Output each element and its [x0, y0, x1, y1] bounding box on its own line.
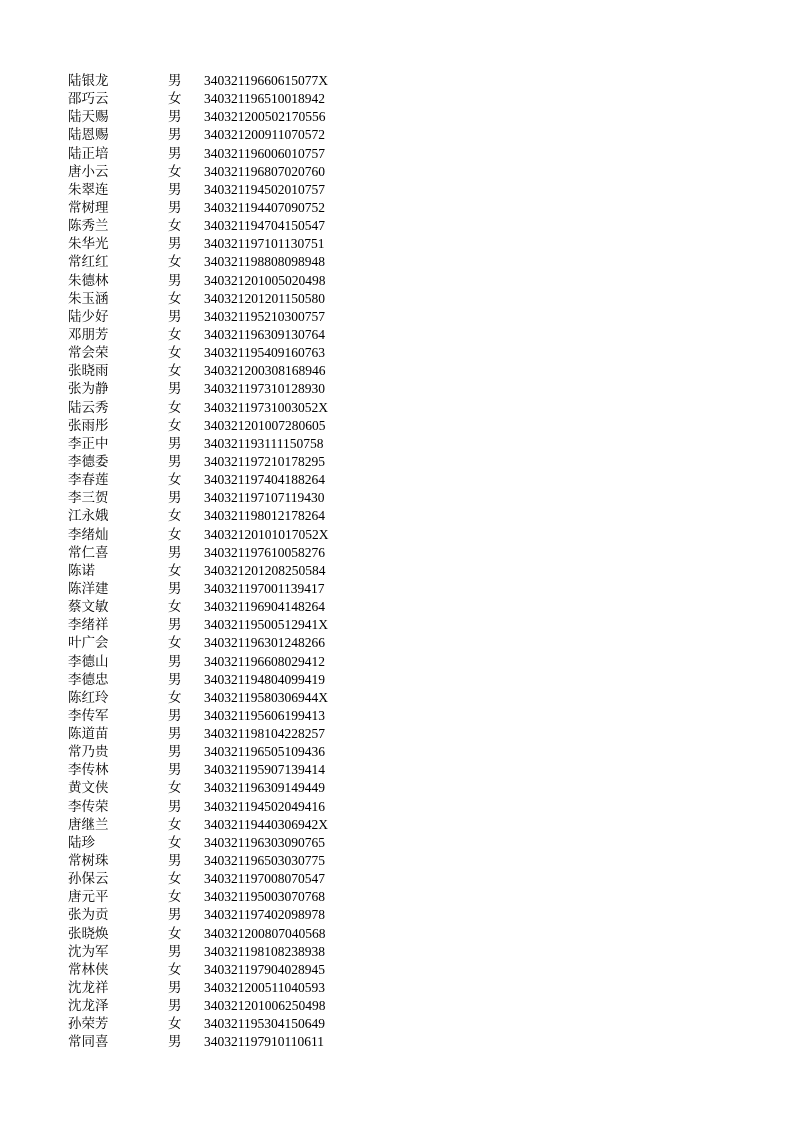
name-cell: 张为静 — [68, 381, 109, 398]
gender-cell: 女 — [168, 834, 182, 851]
id-number-cell: 340321195907139414 — [204, 762, 325, 778]
table-row — [68, 108, 398, 126]
name-cell: 江永娥 — [68, 508, 109, 525]
gender-cell: 女 — [168, 290, 182, 307]
name-cell: 陆珍 — [68, 834, 95, 851]
id-number-cell: 340321197107119430 — [204, 490, 325, 506]
gender-cell: 男 — [168, 1034, 182, 1051]
table-row — [68, 870, 398, 888]
gender-cell: 女 — [168, 599, 182, 616]
id-number-cell: 340321197101130751 — [204, 236, 325, 252]
name-cell: 李绪灿 — [68, 526, 109, 543]
table-row — [68, 634, 398, 652]
id-number-cell: 340321197310128930 — [204, 381, 325, 397]
table-row — [68, 888, 398, 906]
id-number-cell: 340321198108238938 — [204, 943, 325, 959]
gender-cell: 女 — [168, 780, 182, 797]
table-row — [68, 417, 398, 435]
name-cell: 李德忠 — [68, 671, 109, 688]
id-number-cell: 340321197404188264 — [204, 472, 325, 488]
table-row — [68, 344, 398, 362]
id-number-cell: 340321194704150547 — [204, 218, 325, 234]
name-cell: 李传军 — [68, 707, 109, 724]
gender-cell: 女 — [168, 399, 182, 416]
table-row — [68, 997, 398, 1015]
gender-cell: 男 — [168, 308, 182, 325]
id-number-cell: 340321200807040568 — [204, 925, 326, 941]
gender-cell: 男 — [168, 744, 182, 761]
table-row — [68, 616, 398, 634]
name-cell: 朱华光 — [68, 236, 109, 253]
name-cell: 常同喜 — [68, 1034, 109, 1051]
name-cell: 常林侠 — [68, 961, 109, 978]
table-row — [68, 399, 398, 417]
table-row — [68, 943, 398, 961]
gender-cell: 女 — [168, 508, 182, 525]
name-cell: 唐小云 — [68, 163, 109, 180]
name-cell: 叶广会 — [68, 635, 109, 652]
table-row — [68, 308, 398, 326]
id-number-cell: 34032119440306942X — [204, 816, 328, 832]
gender-cell: 男 — [168, 617, 182, 634]
name-cell: 沈龙泽 — [68, 998, 109, 1015]
table-row — [68, 925, 398, 943]
id-number-cell: 340321196503030775 — [204, 853, 325, 869]
gender-cell: 女 — [168, 562, 182, 579]
id-number-cell: 340321200911070572 — [204, 127, 325, 143]
table-row — [68, 580, 398, 598]
name-cell: 陆云秀 — [68, 399, 109, 416]
id-number-cell: 340321201006250498 — [204, 998, 326, 1014]
gender-cell: 男 — [168, 726, 182, 743]
table-row — [68, 961, 398, 979]
name-cell: 张为贡 — [68, 907, 109, 924]
id-number-cell: 340321201201150580 — [204, 290, 325, 306]
id-number-cell: 340321200502170556 — [204, 109, 326, 125]
name-cell: 孙保云 — [68, 871, 109, 888]
name-cell: 陆银龙 — [68, 73, 109, 89]
name-cell: 朱德林 — [68, 272, 109, 289]
gender-cell: 女 — [168, 163, 182, 180]
name-cell: 李德委 — [68, 453, 109, 470]
table-row — [68, 526, 398, 544]
id-number-cell: 34032119580306944X — [204, 689, 328, 705]
gender-cell: 男 — [168, 907, 182, 924]
id-number-cell: 340321197904028945 — [204, 961, 325, 977]
id-number-cell: 340321195606199413 — [204, 707, 325, 723]
gender-cell: 男 — [168, 653, 182, 670]
id-number-cell: 340321200511040593 — [204, 980, 325, 996]
table-row — [68, 1033, 398, 1051]
name-cell: 陈道苗 — [68, 726, 109, 743]
table-row — [68, 326, 398, 344]
name-cell: 黄文侠 — [68, 780, 109, 797]
gender-cell: 男 — [168, 272, 182, 289]
name-cell: 张晓焕 — [68, 925, 109, 942]
id-number-cell: 340321196608029412 — [204, 653, 325, 669]
id-number-cell: 340321197910110611 — [204, 1034, 324, 1050]
gender-cell: 女 — [168, 889, 182, 906]
gender-cell: 女 — [168, 254, 182, 271]
gender-cell: 男 — [168, 490, 182, 507]
id-number-cell: 340321195304150649 — [204, 1016, 325, 1032]
gender-cell: 男 — [168, 145, 182, 162]
table-row — [68, 380, 398, 398]
table-row — [68, 798, 398, 816]
gender-cell: 女 — [168, 417, 182, 434]
name-cell: 李传荣 — [68, 798, 109, 815]
name-cell: 朱翠连 — [68, 181, 109, 198]
id-number-cell: 340321196510018942 — [204, 91, 325, 107]
id-number-cell: 340321196006010757 — [204, 145, 325, 161]
gender-cell: 男 — [168, 943, 182, 960]
table-row — [68, 834, 398, 852]
table-row — [68, 598, 398, 616]
id-number-cell: 340321196301248266 — [204, 635, 325, 651]
id-number-cell: 340321194804099419 — [204, 671, 325, 687]
id-number-cell: 34032119660615077X — [204, 73, 328, 88]
gender-cell: 女 — [168, 816, 182, 833]
id-number-cell: 340321201208250584 — [204, 562, 326, 578]
table-row — [68, 272, 398, 290]
gender-cell: 女 — [168, 363, 182, 380]
table-row — [68, 453, 398, 471]
gender-cell: 男 — [168, 580, 182, 597]
id-number-cell: 340321194502049416 — [204, 798, 325, 814]
id-number-cell: 34032119731003052X — [204, 399, 328, 415]
gender-cell: 男 — [168, 798, 182, 815]
gender-cell: 女 — [168, 689, 182, 706]
id-number-cell: 340321201005020498 — [204, 272, 326, 288]
gender-cell: 男 — [168, 544, 182, 561]
gender-cell: 男 — [168, 127, 182, 144]
gender-cell: 男 — [168, 181, 182, 198]
table-row — [68, 761, 398, 779]
name-cell: 陈秀兰 — [68, 218, 109, 235]
name-cell: 蔡文敏 — [68, 599, 109, 616]
gender-cell: 男 — [168, 707, 182, 724]
table-row — [68, 507, 398, 525]
name-cell: 张晓雨 — [68, 363, 109, 380]
id-number-cell: 340321193111150758 — [204, 435, 324, 451]
name-cell: 李正中 — [68, 435, 109, 452]
name-cell: 邵巧云 — [68, 91, 109, 108]
gender-cell: 男 — [168, 109, 182, 126]
table-row — [68, 779, 398, 797]
name-cell: 沈龙祥 — [68, 980, 109, 997]
table-row — [68, 725, 398, 743]
gender-cell: 男 — [168, 236, 182, 253]
name-cell: 唐元平 — [68, 889, 109, 906]
table-row — [68, 145, 398, 163]
table-row — [68, 707, 398, 725]
gender-cell: 女 — [168, 925, 182, 942]
gender-cell: 男 — [168, 199, 182, 216]
name-cell: 李三贺 — [68, 490, 109, 507]
id-number-cell: 340321198012178264 — [204, 508, 325, 524]
id-number-cell: 340321198808098948 — [204, 254, 325, 270]
name-cell: 常会荣 — [68, 345, 109, 362]
table-row — [68, 235, 398, 253]
gender-cell: 男 — [168, 980, 182, 997]
name-cell: 李德山 — [68, 653, 109, 670]
id-number-cell: 340321196309149449 — [204, 780, 325, 796]
name-cell: 李春莲 — [68, 472, 109, 489]
name-cell: 陆恩赐 — [68, 127, 109, 144]
name-cell: 张雨彤 — [68, 417, 109, 434]
id-number-cell: 340321201007280605 — [204, 417, 326, 433]
gender-cell: 女 — [168, 345, 182, 362]
table-row — [68, 217, 398, 235]
table-row — [68, 671, 398, 689]
name-cell: 陆少好 — [68, 308, 109, 325]
table-row — [68, 653, 398, 671]
gender-cell: 女 — [168, 871, 182, 888]
name-cell: 陆正培 — [68, 145, 109, 162]
id-number-cell: 340321197210178295 — [204, 453, 325, 469]
id-number-cell: 340321196303090765 — [204, 834, 325, 850]
table-row — [68, 199, 398, 217]
gender-cell: 女 — [168, 472, 182, 489]
table-row — [68, 689, 398, 707]
table-row — [68, 253, 398, 271]
table-row — [68, 1015, 398, 1033]
gender-cell: 男 — [168, 998, 182, 1015]
table-row — [68, 362, 398, 380]
table-row — [68, 181, 398, 199]
table-row — [68, 290, 398, 308]
id-number-cell: 340321195409160763 — [204, 345, 325, 361]
name-cell: 唐继兰 — [68, 816, 109, 833]
table-row — [68, 743, 398, 761]
gender-cell: 女 — [168, 526, 182, 543]
name-cell: 陈洋建 — [68, 580, 109, 597]
id-number-cell: 340321196904148264 — [204, 599, 325, 615]
id-number-cell: 340321197001139417 — [204, 580, 325, 596]
table-row — [68, 979, 398, 997]
table-row — [68, 906, 398, 924]
gender-cell: 男 — [168, 73, 182, 89]
gender-cell: 女 — [168, 218, 182, 235]
id-number-cell: 340321196505109436 — [204, 744, 325, 760]
gender-cell: 男 — [168, 762, 182, 779]
table-row — [68, 126, 398, 144]
table-row — [68, 435, 398, 453]
gender-cell: 女 — [168, 961, 182, 978]
name-cell: 李传林 — [68, 762, 109, 779]
table-row — [68, 852, 398, 870]
name-cell: 孙荣芳 — [68, 1016, 109, 1033]
id-number-cell: 340321195210300757 — [204, 308, 325, 324]
gender-cell: 男 — [168, 671, 182, 688]
gender-cell: 女 — [168, 91, 182, 108]
table-row — [68, 489, 398, 507]
table-row — [68, 816, 398, 834]
name-cell: 陈红玲 — [68, 689, 109, 706]
gender-cell: 女 — [168, 326, 182, 343]
id-number-cell: 340321197402098978 — [204, 907, 325, 923]
gender-cell: 女 — [168, 635, 182, 652]
id-number-cell: 340321196309130764 — [204, 326, 325, 342]
id-number-cell: 340321198104228257 — [204, 726, 325, 742]
name-cell: 常仁喜 — [68, 544, 109, 561]
table-row — [68, 163, 398, 181]
id-number-cell: 340321195003070768 — [204, 889, 325, 905]
table-row — [68, 562, 398, 580]
gender-cell: 女 — [168, 1016, 182, 1033]
table-row — [68, 544, 398, 562]
name-cell: 陆天赐 — [68, 109, 109, 126]
table-row — [68, 72, 398, 90]
name-cell: 陈诺 — [68, 562, 95, 579]
id-number-cell: 34032119500512941X — [204, 617, 328, 633]
table-row — [68, 90, 398, 108]
name-cell: 邓朋芳 — [68, 326, 109, 343]
id-number-cell: 340321197610058276 — [204, 544, 325, 560]
id-number-cell: 340321200308168946 — [204, 363, 326, 379]
name-cell: 常树珠 — [68, 853, 109, 870]
id-number-cell: 340321194502010757 — [204, 181, 325, 197]
name-cell: 常树理 — [68, 199, 109, 216]
id-number-cell: 34032120101017052X — [204, 526, 329, 542]
gender-cell: 男 — [168, 853, 182, 870]
gender-cell: 男 — [168, 453, 182, 470]
name-cell: 常红红 — [68, 254, 109, 271]
gender-cell: 男 — [168, 435, 182, 452]
name-cell: 李绪祥 — [68, 617, 109, 634]
id-number-cell: 340321196807020760 — [204, 163, 325, 179]
name-cell: 朱玉涵 — [68, 290, 109, 307]
name-cell: 沈为军 — [68, 943, 109, 960]
name-cell: 常乃贵 — [68, 744, 109, 761]
id-number-cell: 340321194407090752 — [204, 199, 325, 215]
record-table — [68, 72, 398, 1052]
gender-cell: 男 — [168, 381, 182, 398]
table-row — [68, 471, 398, 489]
id-number-cell: 340321197008070547 — [204, 871, 325, 887]
